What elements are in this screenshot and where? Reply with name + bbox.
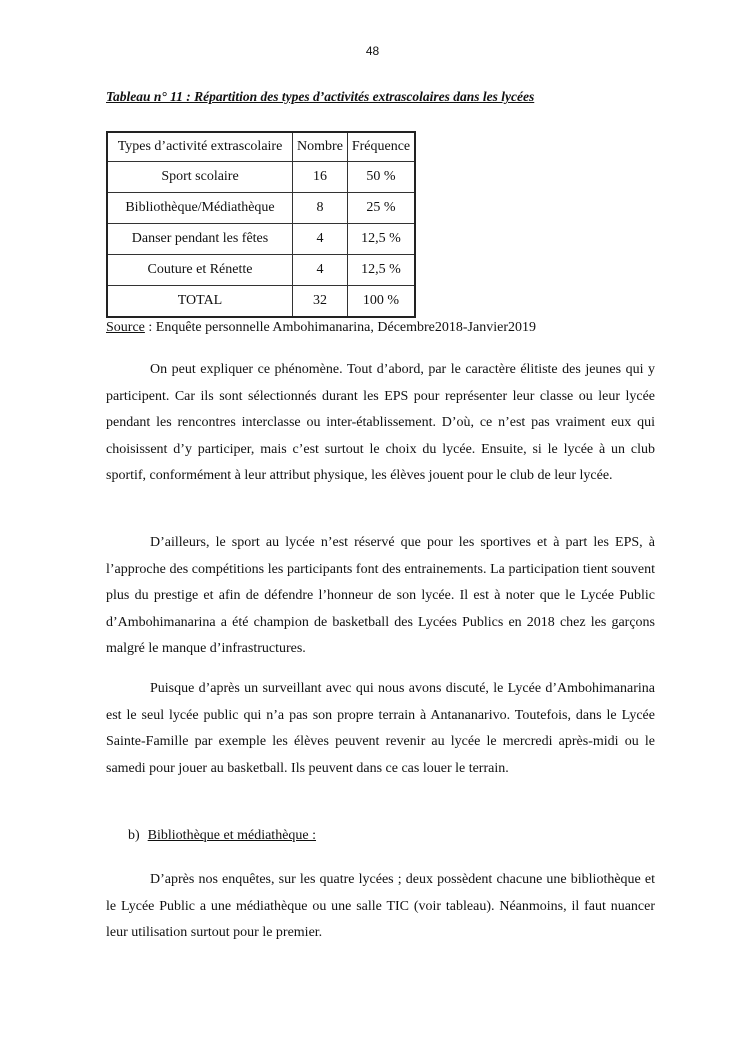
cell-activity: Bibliothèque/Médiathèque [107, 193, 293, 224]
table-header-row [107, 132, 415, 162]
section-title: Bibliothèque et médiathèque : [147, 828, 317, 843]
cell-count: 16 [293, 162, 348, 193]
source-text: : Enquête personnelle Ambohimanarina, Décembre2018-Janvier2019 [144, 320, 536, 335]
page-number: 48 [365, 44, 380, 58]
cell-count: 32 [293, 286, 348, 318]
section-marker: b) [128, 828, 140, 843]
cell-count: 4 [293, 224, 348, 255]
cell-frequency: 100 % [348, 286, 416, 318]
cell-activity: Sport scolaire [107, 162, 293, 193]
table-source [106, 320, 536, 336]
table-title: Tableau n° 11 : Répartition des types d’activités extrascolaires dans les lycées [106, 89, 535, 104]
table-total-row [107, 286, 415, 318]
table-row [107, 193, 415, 224]
cell-activity: Couture et Rénette [107, 255, 293, 286]
cell-frequency: 12,5 % [348, 255, 416, 286]
section-heading [128, 828, 316, 844]
cell-frequency: 12,5 % [348, 224, 416, 255]
source-label: Source [106, 320, 145, 335]
cell-activity: TOTAL [107, 286, 293, 318]
paragraph-2: D’ailleurs, le sport au lycée n’est réservé que pour les sportives et à part les EPS, à l’approche des compétitions les participants font des entrainements. La participation tient souvent plus du prestige et afin de défendre l’honneur de son lycée. Il est à noter que le Lycée Public d’Ambohimanarina a été champion de basketball des Lycées Publics en 2018 chez les garçons malgré le manque d’infrastructures. [106, 535, 655, 657]
cell-frequency: 25 % [348, 193, 416, 224]
cell-count: 4 [293, 255, 348, 286]
paragraph-1: On peut expliquer ce phénomène. Tout d’abord, par le caractère élitiste des jeunes qui y participent. Car ils sont sélectionnés durant les EPS pour représenter leur classe ou leur lycée pendant les rencontres interclasse ou inter-établissement. D’où, ce n’est pas vraiment eux qui choisissent d’y participer, mais c’est surtout le choix du lycée. Ensuite, si le lycée à un club sportif, conformément à leur attribut physique, les élèves jouent pour le club de leur lycée. [106, 362, 655, 484]
header-activity-type: Types d’activité extrascolaire [107, 132, 293, 162]
header-count: Nombre [293, 132, 348, 162]
cell-count: 8 [293, 193, 348, 224]
table-row [107, 255, 415, 286]
table-row [107, 224, 415, 255]
table-row [107, 162, 415, 193]
paragraph-3: Puisque d’après un surveillant avec qui nous avons discuté, le Lycée d’Ambohimanarina est le seul lycée public qui n’a pas son propre terrain à Antananarivo. Toutefois, dans le Lycée Sainte-Famille par exemple les élèves peuvent revenir au lycée le mercredi après-midi ou le samedi pour jouer au basketball. Ils peuvent dans ce cas louer le terrain. [106, 681, 655, 776]
paragraph-4: D’après nos enquêtes, sur les quatre lycées ; deux possèdent chacune une bibliothèque et le Lycée Public a une médiathèque ou une salle TIC (voir tableau). Néanmoins, il faut nuancer leur utilisation surtout pour le premier. [106, 872, 655, 941]
header-frequency: Fréquence [348, 132, 416, 162]
cell-frequency: 50 % [348, 162, 416, 193]
cell-activity: Danser pendant les fêtes [107, 224, 293, 255]
data-table [106, 131, 416, 318]
